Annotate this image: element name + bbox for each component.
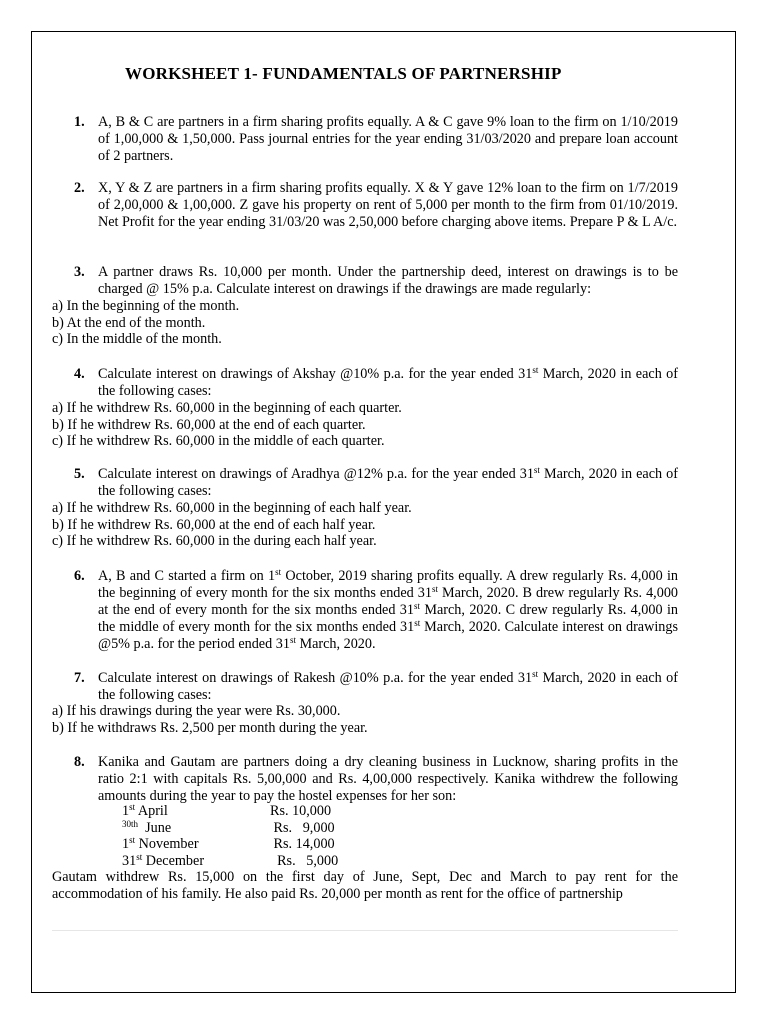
withdrawal-amount: Rs. 9,000 xyxy=(270,819,335,836)
question-text: A, B & C are partners in a firm sharing profits equally. A & C gave 9% loan to the firm on 1/10/2019 of 1,00,000 & 1,50,000. Pass journal entries for the year ending 31/03/2020 and prepare loan account of 2 partners. xyxy=(98,114,678,164)
option-a: a) If his drawings during the year were Rs. 30,000. xyxy=(52,703,341,719)
option-c: c) In the middle of the month. xyxy=(52,331,222,347)
question-6 xyxy=(74,568,678,653)
question-2 xyxy=(74,180,678,231)
question-text: A partner draws Rs. 10,000 per month. Under the partnership deed, interest on drawings is to be charged @ 15% p.a. Calculate interest on drawings if the drawings are made regularly: xyxy=(98,264,678,297)
withdrawal-amount: Rs. 10,000 xyxy=(270,803,332,819)
question-1 xyxy=(74,114,678,165)
withdrawal-date: 1st November xyxy=(122,835,199,852)
option-a: a) In the beginning of the month. xyxy=(52,298,240,314)
question-number: 3. xyxy=(74,264,85,280)
question-4 xyxy=(74,366,678,400)
question-8 xyxy=(74,754,678,805)
withdrawal-date: 1st April xyxy=(122,802,168,819)
withdrawal-amount: Rs. 5,000 xyxy=(270,852,339,869)
question-text: Calculate interest on drawings of Rakesh @10% p.a. for the year ended 31st March, 2020 in each of the following cases: xyxy=(98,669,678,703)
option-b: b) If he withdrew Rs. 60,000 at the end of each half year. xyxy=(52,516,376,533)
withdrawal-date: 31st December xyxy=(122,851,205,869)
question-number: 6. xyxy=(74,568,85,584)
question-8-continuation: Gautam withdrew Rs. 15,000 on the first day of June, Sept, Dec and March to pay rent for the accommodation of his family. He also paid Rs. 20,000 per month as rent for the office of partnership xyxy=(52,869,678,902)
option-b: b) If he withdrew Rs. 60,000 at the end of each quarter. xyxy=(52,416,366,433)
question-7-options xyxy=(52,703,368,736)
question-text: X, Y & Z are partners in a firm sharing profits equally. X & Y gave 12% loan to the firm on 1/7/2019 of 2,00,000 & 1,00,000. Z gave his property on rent of 5,000 per month to the firm from 01/10/2019. Net Profit for the year ending 31/03/20 was 2,50,000 before charging above items. Prepare P & L A/c. xyxy=(98,180,678,230)
option-a: a) If he withdrew Rs. 60,000 in the beginning of each half year. xyxy=(52,500,412,516)
question-7 xyxy=(74,670,678,704)
question-text: Calculate interest on drawings of Akshay @10% p.a. for the year ended 31st March, 2020 in each of the following cases: xyxy=(98,365,678,399)
question-5-options xyxy=(52,500,412,550)
question-number: 7. xyxy=(74,670,85,686)
option-b: b) If he withdraws Rs. 2,500 per month during the year. xyxy=(52,719,368,736)
question-number: 4. xyxy=(74,366,85,382)
question-text: Kanika and Gautam are partners doing a dry cleaning business in Lucknow, sharing profits in the ratio 2:1 with capitals Rs. 5,00,000 and Rs. 4,00,000 respectively. Kanika withdrew the following amounts during the year to pay the hostel expenses for her son: xyxy=(98,754,678,804)
option-c: c) If he withdrew Rs. 60,000 in the middle of each quarter. xyxy=(52,433,385,449)
question-number: 2. xyxy=(74,180,85,196)
question-text: A, B and C started a firm on 1st October, 2019 sharing profits equally. A drew regularly Rs. 4,000 in the beginning of every month for the six months ended 31st March, 2020. B drew regularly Rs. 4,000 at the end of every month for the six months ended 31st March, 2020. C drew regularly Rs. 4,000 in the middle of every month for the six months ended 31st March, 2020. Calculate interest on drawings @5% p.a. for the period ended 31st March, 2020. xyxy=(98,567,679,652)
question-number: 1. xyxy=(74,114,85,130)
question-4-options xyxy=(52,400,402,450)
question-number: 8. xyxy=(74,754,85,770)
question-3 xyxy=(74,264,678,298)
withdrawal-date: $^{30th}$ June xyxy=(122,818,172,836)
question-number: 5. xyxy=(74,466,85,482)
option-c: c) If he withdrew Rs. 60,000 in the during each half year. xyxy=(52,533,377,549)
question-5 xyxy=(74,466,678,500)
question-text: Calculate interest on drawings of Aradhya @12% p.a. for the year ended 31st March, 2020 in each of the following cases: xyxy=(98,465,678,499)
option-b: b) At the end of the month. xyxy=(52,314,206,331)
footer-divider xyxy=(52,930,678,931)
question-3-options xyxy=(52,298,239,348)
option-a: a) If he withdrew Rs. 60,000 in the beginning of each quarter. xyxy=(52,400,402,416)
withdrawal-amount: Rs. 14,000 xyxy=(270,836,335,852)
